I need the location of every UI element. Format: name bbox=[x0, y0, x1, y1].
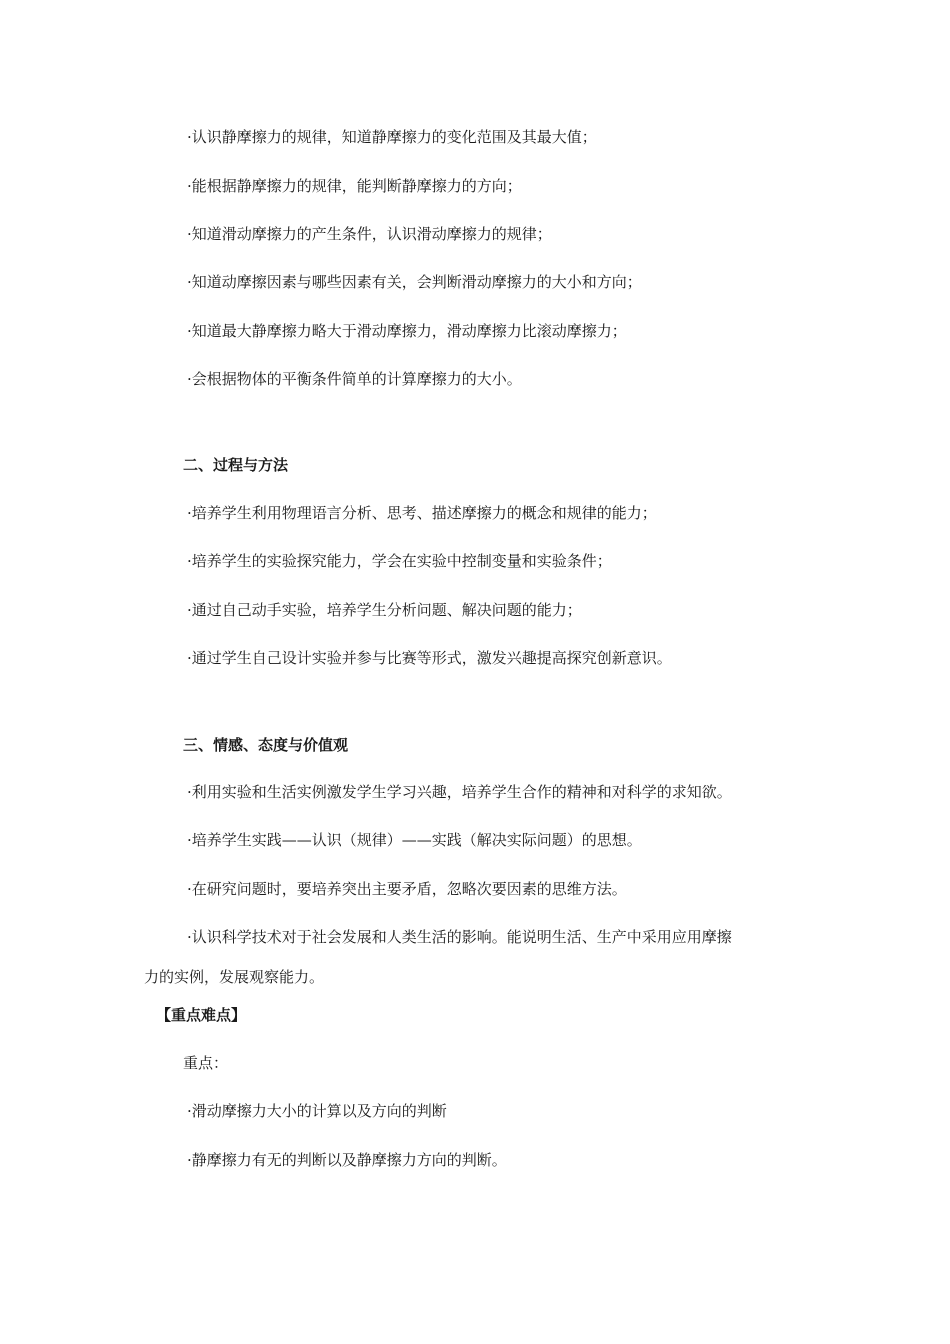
objective-item: ·认识科学技术对于社会发展和人类生活的影响。能说明生活、生产中采用应用摩擦 bbox=[187, 928, 732, 946]
objective-item: ·培养学生的实验探究能力，学会在实验中控制变量和实验条件； bbox=[187, 552, 612, 570]
objective-item: ·通过学生自己设计实验并参与比赛等形式，激发兴趣提高探究创新意识。 bbox=[187, 649, 672, 667]
key-point-item: ·滑动摩擦力大小的计算以及方向的判断 bbox=[187, 1102, 447, 1120]
objective-item: ·培养学生利用物理语言分析、思考、描述摩擦力的概念和规律的能力； bbox=[187, 504, 657, 522]
objective-item: ·会根据物体的平衡条件简单的计算摩擦力的大小。 bbox=[187, 370, 522, 388]
objective-item: ·在研究问题时，要培养突出主要矛盾，忽略次要因素的思维方法。 bbox=[187, 880, 627, 898]
key-points-heading: 【重点难点】 bbox=[156, 1006, 247, 1024]
section-heading-values: 三、情感、态度与价值观 bbox=[183, 736, 349, 754]
objective-item: ·利用实验和生活实例激发学生学习兴趣，培养学生合作的精神和对科学的求知欲。 bbox=[187, 783, 732, 801]
objective-item: ·通过自己动手实验，培养学生分析问题、解决问题的能力； bbox=[187, 601, 582, 619]
objective-item: ·认识静摩擦力的规律，知道静摩擦力的变化范围及其最大值； bbox=[187, 128, 597, 146]
objective-item: ·知道动摩擦因素与哪些因素有关，会判断滑动摩擦力的大小和方向； bbox=[187, 273, 642, 291]
section-heading-process-method: 二、过程与方法 bbox=[183, 456, 289, 474]
objective-item: ·能根据静摩擦力的规律，能判断静摩擦力的方向； bbox=[187, 177, 522, 195]
key-points-label: 重点： bbox=[183, 1054, 229, 1072]
objective-item: ·知道最大静摩擦力略大于滑动摩擦力，滑动摩擦力比滚动摩擦力； bbox=[187, 322, 627, 340]
key-point-item: ·静摩擦力有无的判断以及静摩擦力方向的判断。 bbox=[187, 1151, 507, 1169]
objective-item-continuation: 力的实例，发展观察能力。 bbox=[144, 968, 325, 986]
objective-item: ·知道滑动摩擦力的产生条件，认识滑动摩擦力的规律； bbox=[187, 225, 552, 243]
objective-item: ·培养学生实践——认识（规律）——实践（解决实际问题）的思想。 bbox=[187, 831, 642, 849]
